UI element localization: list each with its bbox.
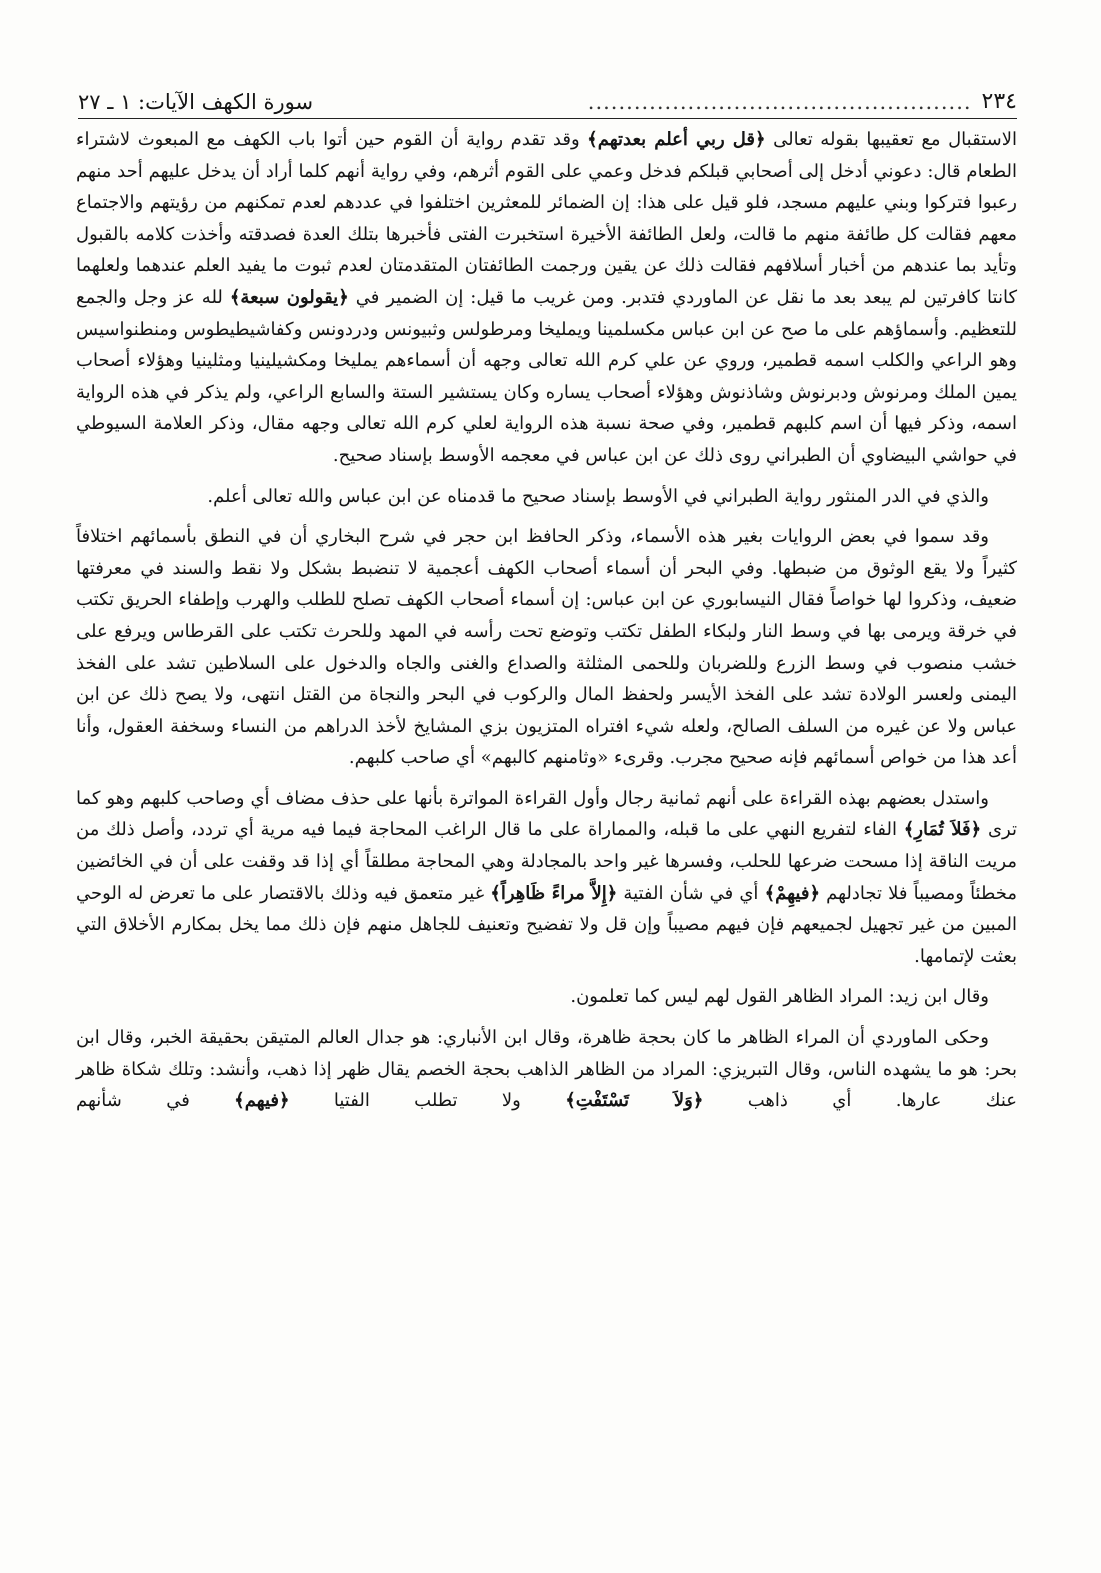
quran-quote: ﴿قل ربي أعلم بعدتهم﴾ [587, 129, 766, 150]
running-header [78, 82, 1017, 119]
quran-quote: ﴿فيهم﴾ [234, 1090, 290, 1112]
text-segment: لله عز وجل والجمع للتعظيم. وأسماؤهم على ما صح عن ابن عباس مكسلمينا ويمليخا ومرطولس وثبيونس ودردونس وكفاشيطيطوس ومنطنواسيس وهو الراعي والكلب اسمه قطمير، وروي عن علي كرم الله تعالى وجهه أن أسماءهم يمليخا ومكشيلينيا ومثلينيا وهؤلاء أصحاب يمين الملك ومرنوش ودبرنوش وشاذنوش وهؤلاء أصحاب يساره وكان يستشير الستة والسابع الراعي، ولم يذكر في هذه الرواية اسمه، وذكر فيها أن اسم كلبهم قطمير، وفي صحة نسبة هذه الرواية لعلي كرم الله تعالى وجهه مقال، وذكر العلامة السيوطي في حواشي البيضاوي أن الطبراني روى ذلك عن ابن عباس في معجمه الأوسط بإسناد صحيح. [76, 286, 1017, 466]
quran-quote: ﴿فَلاَ تُمَارِ﴾ [903, 819, 982, 841]
text-segment: غير متعمق فيه وذلك بالاقتصار على ما تعرض له الوحي المبين من غير تجهيل لجميعهم فإن فيهم مصيباً وإن قل ولا تفضيح وتعنيف للجاهل منهم فإن ذلك مما يخل بمكارم الأخلاق التي بعثت لإتمامها. [76, 882, 1017, 967]
page-body [76, 124, 1017, 1554]
header-title: سورة الكهف الآيات: ١ ـ ٢٧ [78, 90, 314, 114]
text-segment: واستدل بعضهم بهذه القراءة على أنهم ثمانية رجال وأول القراءة المواترة بأنها على حذف مضاف أي وصاحب كلبهم وهو كما ترى [76, 787, 1017, 841]
quran-quote: ﴿فيهِمْ﴾ [764, 882, 820, 904]
quran-quote: ﴿إِلاَّ مراءً ظَاهِراً﴾ [490, 882, 618, 904]
text-segment: وحكى الماوردي أن المراء الظاهر ما كان بحجة ظاهرة، وقال ابن الأنباري: هو جدال العالم المتيقن بحقيقة الخبر، وقال ابن بحر: هو ما يشهده الناس، وقال التبريزي: المراد من الظاهر الذاهب بحجة الخصم يقال ظهر إذا ذهب، وأنشد: وتلك شكاة ظاهر عنك عارها. أي ذاهب [76, 1027, 1017, 1112]
page-number: ٢٣٤ [981, 89, 1017, 114]
text-segment: ولا تطلب الفتيا [289, 1090, 566, 1112]
quran-quote: ﴿وَلاَ تَسْتَفْتِ﴾ [565, 1090, 704, 1112]
paragraph-2: والذي في الدر المنثور رواية الطبراني في الأوسط بإسناد صحيح ما قدمناه عن ابن عباس والله تعالى أعلم. [207, 485, 989, 507]
text-segment: في شأنهم [76, 1090, 235, 1112]
paragraph-4 [76, 783, 1017, 973]
paragraph-6 [76, 1022, 1017, 1117]
text-segment: الفاء لتفريع النهي على ما قبله، والمماراة على ما قال الراغب المحاجة فيما فيه مرية أي تردد، وأصل ذلك من مريت الناقة إذا مسحت ضرعها للحلب، وفسرها غير واحد بالمجادلة وهي المحاجة مطلقاً أي إذا قد وقفت على أن في الخائضين مخطئاً ومصيباً فلا تجادلهم [76, 819, 1018, 904]
paragraph-1 [76, 124, 1017, 472]
paragraph-3: وقد سموا في بعض الروايات بغير هذه الأسماء، وذكر الحافظ ابن حجر في شرح البخاري أن في النطق بأسمائهم اختلافاً كثيراً ولا يقع الوثوق من ضبطها. وفي البحر أن أسماء أصحاب الكهف أعجمية لا تنضبط بشكل ولا نقط والسند في معرفتها ضعيف، وذكروا لها خواصاً فقال النيسابوري عن ابن عباس: إن أسماء أصحاب الكهف تصلح للطلب والهرب وإطفاء الحريق تكتب في خرقة ويرمى بها في وسط النار ولبكاء الطفل تكتب وتوضع تحت رأسه في المهد وللحرث تكتب على القرطاس ويرفع على خشب منصوب في وسط الزرع وللضربان وللحمى المثلثة والصداع والغنى والجاه والدخول على السلاطين تشد على الفخذ اليمنى ولعسر الولادة تشد على الفخذ الأيسر ولحفظ المال والركوب في البحر والنجاة من القتل انتهى، ولا يصح ذلك عن ابن عباس ولا عن غيره من السلف الصالح، ولعله شيء افتراه المتزيون بزي المشايخ لأخذ الدراهم من النساء وسخفة العقول، وأنا أعد هذا من خواص أسمائهم فإنه صحيح مجرب. وقرىء «وثامنهم كالبهم» أي صاحب كلبهم. [76, 526, 1017, 769]
paragraph-5: وقال ابن زيد: المراد الظاهر القول لهم ليس كما تعلمون. [570, 986, 989, 1008]
header-leader-dots: .................................................. [587, 90, 972, 114]
text-segment: وقد تقدم رواية أن القوم حين أتوا باب الكهف مع المبعوث لاشتراء الطعام قال: دعوني أدخل إلى أصحابي قبلكم فدخل وعمي على القوم أثرهم، وفي رواية أنهم كلما أراد أن يدخل عليهم أحد منهم رعبوا فتركوا وبني عليهم مسجد، فلو قيل على هذا: إن الضمائر للمعثرين اختلفوا في عددهم لعدم تمكنهم من رؤيتهم والاجتماع معهم فقالت كل طائفة منهم ما قالت، ولعل الطائفة الأخيرة استخبرت الفتى فأخبرها بتلك العدة فصدقته وأخذت كلامه بالقبول وتأيد بما عندهم من أخبار أسلافهم فقالت ذلك عن يقين ورجمت الطائفتان المتقدمتان لعدم ثبوت ما يفيد العلم عندهما ولعلهما كانتا كافرتين لم يبعد بعد ما نقل عن الماوردي فتدبر. ومن غريب ما قيل: إن الضمير في [76, 129, 1018, 308]
quran-quote: ﴿يقولون سبعة﴾ [229, 286, 349, 308]
text-segment: أي في شأن الفتية [617, 882, 765, 904]
text-segment: الاستقبال مع تعقيبها بقوله تعالى [765, 129, 1017, 150]
